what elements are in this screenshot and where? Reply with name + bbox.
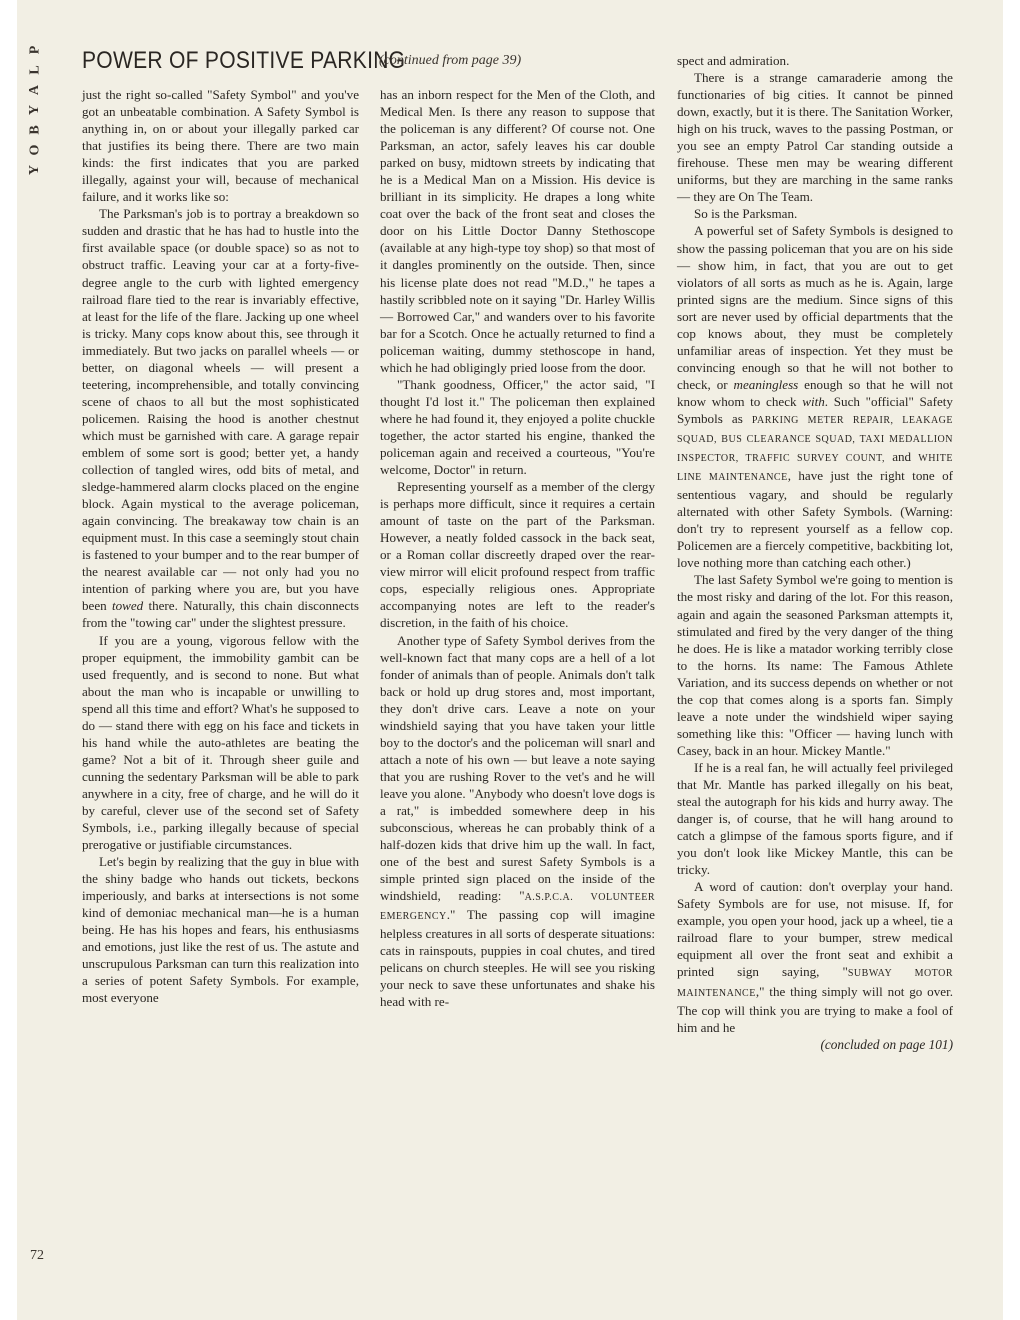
paragraph: A word of caution: don't overplay your hand. Safety Symbols are for use, not misuse. If, for example, you open your hood, jack up a wheel, tie a railroad flare to your bumper, strew medical equipment all over the front seat and exhibit a printed sign saying, "SUBWAY MOTOR MAINTENANCE," the thing simply will not go over. The cop will think you are trying to make a fool of him and he [677, 879, 953, 1035]
continued-note: (continued from page 39) [379, 53, 522, 68]
paragraph: "Thank goodness, Officer," the actor said, "I thought I'd lost it." The policeman then explained where he had found it, they enjoyed a polite chuckle together, the actor started his engine, thanked the policeman again and received a courteous, "You're welcome, Doctor" in return. [380, 376, 655, 478]
text-column-2 [380, 86, 655, 1011]
text-column-1 [82, 86, 359, 1007]
magazine-name-letter: A [27, 83, 43, 96]
sign-text: A.S.P.C.A. VOLUNTEER EMERGENCY [380, 892, 656, 923]
paragraph: The Parksman's job is to portray a breakdown so sudden and drastic that he has had to hustle into the first available space (or double space) so as not to obstruct traffic. Leaving your car at a forty-five-degree angle to the curb with lighted emergency railroad flare tied to the rear is invariably effective, at least for the life of the flare. Jacking up one wheel is tricky. Many cops know about this, see through it immediately. But two jacks on parallel wheels — or better, on diagonal wheels — will present a teetering, incomprehensible, and totally convincing scene of chaos to all but the most sophisticated policemen. Raising the hood is another chestnut which must be garnished with care. A garage repair emblem of some sort is good; better yet, a handy collection of tangled wires, odd bits of metal, and sledge-hammered alarm clocks placed on the engine block. Again mystical to the average policeman, again convincing. The breakaway tow chain is an equipment must. In this case a seemingly stout chain is fastened to your bumper and to the rear bumper of the nearest available car — not only had you no intention of parking where you are, but you have been towed there. Naturally, this chain disconnects from the "towing car" under the slightest pressure. [82, 206, 359, 631]
paragraph: If you are a young, vigorous fellow with the proper equipment, the immobility gambit can be used frequently, and is second to none. But what about the man who is incapable or unwilling to spend all this time and effort? What's he supposed to do — stand there with egg on his face and tickets in his hand while the auto-athletes are beating the game? Not a bit of it. Through sheer guile and cunning the sedentary Parksman will be able to park anywhere in a city, free of charge, and he will do it by careful, clever use of the second set of Safety Symbols, i.e., parking illegally because of special prerogative or justifiable circumstances. [82, 632, 359, 853]
paragraph: A powerful set of Safety Symbols is designed to show the passing policeman that you are on his side — show him, in fact, that you are out to get violators of all sorts as much as he is. Again, large printed signs are the medium. Since signs of this sort are never used by official departments that the cop knows about, they must be completely unfamiliar areas of inspection. Yet they must be convincing enough so that he will not bother to check, or meaningless enough so that he will not know whom to check with. Such "official" Safety Symbols as PARKING METER REPAIR, LEAKAGE SQUAD, BUS CLEARANCE SQUAD, TAXI MEDALLION INSPECTOR, TRAFFIC SURVEY COUNT, and WHITE LINE MAINTENANCE, have just the right tone of sententious vagary, and should be regularly alternated with other Safety Symbols. (Warning: don't try to represent yourself as a fellow cop. Policemen are a fiercely competitive, backbiting lot, love nothing more than catching each other.) [677, 223, 954, 571]
magazine-name-letter: B [27, 124, 43, 135]
text-column-3 [677, 52, 953, 1053]
paragraph: Let's begin by realizing that the guy in blue with the shiny badge who hands out tickets, beckons imperiously, and barks at intersections is not some kind of demoniac mechanical man—he is a human being. He has his hopes and fears, his enthusiasms and emotions, just like the rest of us. The astute and unscrupulous Parksman can turn this realization into a series of potent Safety Symbols. For example, most everyone [82, 854, 359, 1006]
sign-text: PARKING METER REPAIR, LEAKAGE SQUAD, BUS CLEARANCE SQUAD, TAXI MEDALLION INSPECTOR, TRAFFIC SURVEY COUNT, [677, 414, 953, 465]
magazine-name-letter: O [27, 143, 43, 156]
paragraph: There is a strange camaraderie among the functionaries of big cities. It cannot be pinned down, exactly, but it is there. The Sanitation Worker, high on his truck, waves to the passing Postman, or you see an empty Patrol Car standing outside a firehouse. These men may be wearing different uniforms, but they are marching in the same ranks — they are On The Team. [677, 70, 953, 205]
paragraph: has an inborn respect for the Men of the Cloth, and Medical Men. Is there any reason to suppose that the policeman is any different? Of course not. One Parksman, an actor, safely leaves his car double parked on busy, midtown streets by indicating that he is a Medical Man on a Mission. His device is brilliant in its simplicity. He drapes a long white coat over the back of the front seat and closes the door on his Little Doctor Danny Stethoscope (available at any high-type toy shop) so that most of it dangles prominently on the outside. Then, since his license plate does not read "M.D.," he tapes a hastily scribbled note on it saying "Dr. Harley Willis — Borrowed Car," and wanders over to his favorite bar for a Scotch. Once he actually returned to find a policeman waiting, dummy stethoscope in hand, which he had obligingly pried loose from the door. [380, 87, 655, 375]
article-headline: POWER OF POSITIVE PARKING [82, 47, 406, 74]
paragraph: just the right so-called "Safety Symbol" and you've got an unbeatable combination. A Safety Symbol is anything in, on or about your illegally parked car that justifies its being there. There are two main kinds: the first indicates that you are parked illegally, against your will, because of mechanical failure, and it works like so: [82, 87, 359, 205]
sign-text: WHITE LINE MAINTENANCE [677, 453, 953, 484]
sign-text: SUBWAY MOTOR MAINTENANCE [677, 968, 953, 999]
paragraph: Representing yourself as a member of the clergy is perhaps more difficult, since it requires a certain amount of taste on the part of the Parksman. However, a neatly folded cassock in the back seat, or a Roman collar discreetly draped over the rear-view mirror will elicit profound respect from traffic cops, especially religious ones. Appropriate accompanying notes are left to the reader's discretion, in the faith of his choice. [380, 479, 655, 631]
concluded-note: (concluded on page 101) [820, 1036, 953, 1052]
page-number: 72 [30, 1248, 44, 1263]
paragraph: spect and admiration. [677, 53, 790, 68]
paragraph: Another type of Safety Symbol derives from the well-known fact that many cops are a hell of a lot fonder of animals than of people. Animals don't talk back or hold up drug stores and, most important, they don't drive cars. Leave a note on your windshield saying that you have taken your little boy to the doctor's and the policeman will snarl and attach a note of his own — but leave a note saying that you are rushing Rover to the vet's and he will leave you alone. "Anybody who doesn't love dogs is a rat," is imbedded somewhere deep in his subconscious, whereas he can probably think of a half-dozen kids that drive him up the wall. In fact, one of the best and surest Safety Symbols is a simple printed sign placed on the inside of the windshield, reading: "A.S.P.C.A. VOLUNTEER EMERGENCY." The passing cop will imagine helpless creatures in all sorts of desperate situations: cats in rainspouts, puppies in coal chutes, and tired pelicans on church steeples. He will see you risking your neck to save these unfortunates and shake his head with re- [380, 632, 656, 1010]
magazine-name-letter: Y [27, 163, 43, 176]
magazine-name-letter: L [27, 64, 43, 75]
paragraph: So is the Parksman. [694, 206, 798, 222]
paragraph: The last Safety Symbol we're going to mention is the most risky and daring of the lot. For this reason, again and again the seasoned Parksman attempts it, stimulated and fired by the very danger of the thing he does. He is like a matador working terribly close to the horns. Its name: The Famous Athlete Variation, and its success depends on whether or not the cop that comes along is a sports fan. Simply leave a note under the windshield wiper saying something like this: "Officer — having lunch with Casey, back in an hour. Mickey Mantle." [677, 572, 953, 758]
magazine-name-vertical [24, 40, 46, 179]
magazine-name-letter: Y [27, 103, 43, 116]
paragraph: If he is a real fan, he will actually feel privileged that Mr. Mantle has parked illegally on his beat, steal the autograph for his kids and hurry away. The danger is, of course, that he will hang around to catch a glimpse of the famous sports figure, and if you don't look like Mickey Mantle, this can be tricky. [677, 759, 953, 878]
magazine-name-letter: P [27, 44, 43, 55]
